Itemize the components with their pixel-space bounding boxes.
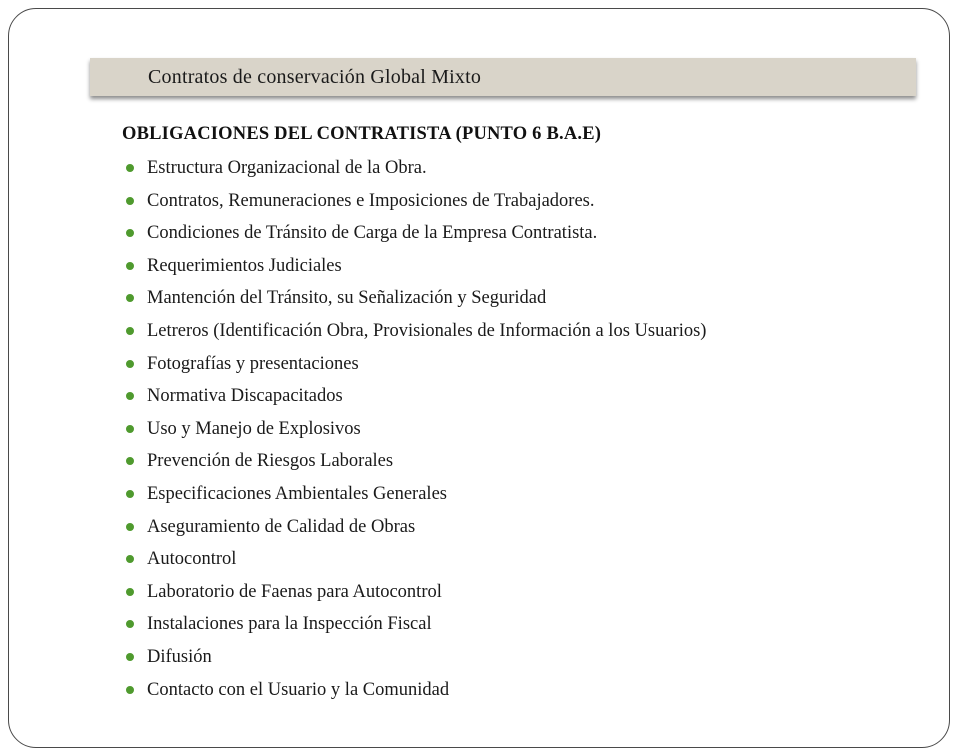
bullet-icon	[126, 164, 134, 172]
list-item-text: Especificaciones Ambientales Generales	[147, 483, 447, 504]
slide-title: Contratos de conservación Global Mixto	[148, 65, 482, 88]
bullet-icon	[126, 457, 134, 465]
bullet-icon	[126, 425, 134, 433]
bullet-icon	[126, 620, 134, 628]
bullet-icon	[126, 262, 134, 270]
list-item	[122, 413, 706, 446]
list-item	[122, 380, 706, 413]
list-item-text: Instalaciones para la Inspección Fiscal	[147, 614, 432, 635]
bullet-icon	[126, 327, 134, 335]
list-item	[122, 282, 706, 315]
list-item-text: Difusión	[147, 646, 212, 667]
bullet-icon	[126, 197, 134, 205]
list-item	[122, 478, 706, 511]
list-item	[122, 511, 706, 544]
bullet-icon	[126, 229, 134, 237]
list-item	[122, 608, 706, 641]
bullet-icon	[126, 555, 134, 563]
list-item	[122, 250, 706, 283]
list-item-text: Laboratorio de Faenas para Autocontrol	[147, 581, 442, 602]
bullet-icon	[126, 653, 134, 661]
bullet-icon	[126, 490, 134, 498]
list-item	[122, 315, 706, 348]
list-item	[122, 217, 706, 250]
bullet-icon	[126, 294, 134, 302]
list-item	[122, 445, 706, 478]
list-item-text: Requerimientos Judiciales	[147, 255, 342, 276]
list-item-text: Uso y Manejo de Explosivos	[147, 418, 361, 439]
list-item-text: Prevención de Riesgos Laborales	[147, 451, 394, 472]
title-bar	[90, 58, 916, 96]
bullet-list	[122, 152, 706, 706]
list-item-text: Normativa Discapacitados	[147, 386, 343, 407]
list-item-text: Autocontrol	[147, 549, 237, 570]
bullet-icon	[126, 360, 134, 368]
list-item	[122, 641, 706, 674]
list-item-text: Contacto con el Usuario y la Comunidad	[147, 679, 450, 700]
list-item-text: Contratos, Remuneraciones e Imposiciones de Trabajadores.	[147, 190, 595, 211]
list-item	[122, 674, 706, 707]
list-item-text: Aseguramiento de Calidad de Obras	[147, 516, 416, 537]
list-item	[122, 152, 706, 185]
list-item	[122, 185, 706, 218]
list-item-text: Condiciones de Tránsito de Carga de la Empresa Contratista.	[147, 223, 598, 244]
list-item-text: Mantención del Tránsito, su Señalización y Seguridad	[147, 288, 547, 309]
bullet-icon	[126, 392, 134, 400]
list-item	[122, 543, 706, 576]
list-item-text: Fotografías y presentaciones	[147, 353, 359, 374]
bullet-icon	[126, 588, 134, 596]
list-item	[122, 576, 706, 609]
section-heading: OBLIGACIONES DEL CONTRATISTA (PUNTO 6 B.A.E)	[122, 124, 602, 144]
bullet-icon	[126, 523, 134, 531]
list-item	[122, 348, 706, 381]
list-item-text: Letreros (Identificación Obra, Provisionales de Información a los Usuarios)	[147, 320, 707, 341]
list-item-text: Estructura Organizacional de la Obra.	[147, 158, 427, 178]
bullet-icon	[126, 686, 134, 694]
